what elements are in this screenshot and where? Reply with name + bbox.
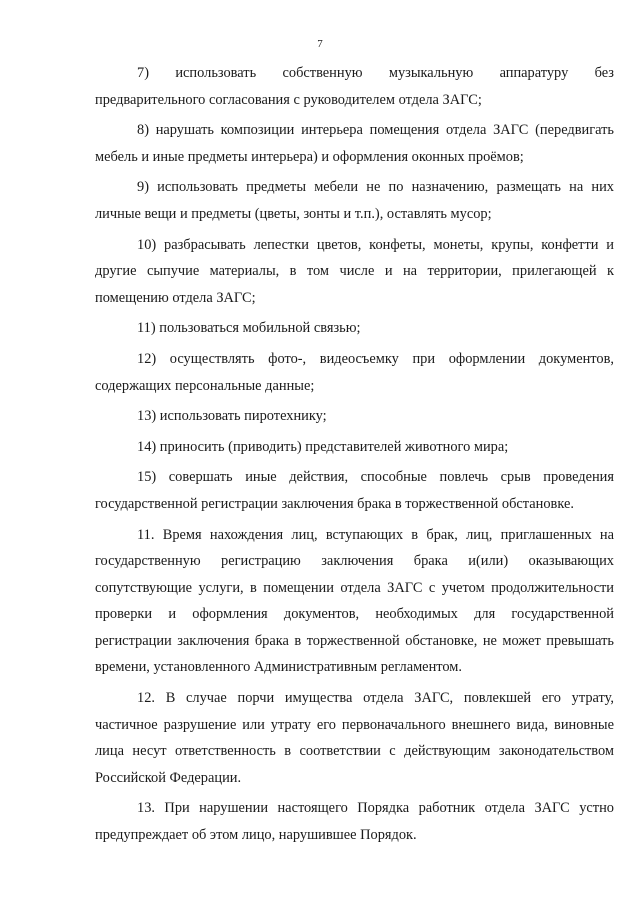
list-item-9: 9) использовать предметы мебели не по назначению, размещать на них личные вещи и предметы (цветы, зонты и т.п.), оставлять мусор; <box>95 179 614 222</box>
list-item-7: 7) использовать собственную музыкальную аппаратуру без предварительного согласования с руководителем отдела ЗАГС; <box>95 65 614 108</box>
list-item-10: 10) разбрасывать лепестки цветов, конфеты, монеты, крупы, конфетти и другие сыпучие материалы, в том числе и на территории, прилегающей к помещению отдела ЗАГС; <box>95 236 614 306</box>
list-item-13: 13) использовать пиротехнику; <box>137 408 327 425</box>
document-body <box>95 60 614 853</box>
list-item-15: 15) совершать иные действия, способные повлечь срыв проведения государственной регистрации заключения брака в торжественной обстановке. <box>95 469 614 512</box>
clause-13: 13. При нарушении настоящего Порядка работник отдела ЗАГС устно предупреждает об этом лицо, нарушившее Порядок. <box>95 800 614 844</box>
clause-11: 11. Время нахождения лиц, вступающих в брак, лиц, приглашенных на государственную регистрацию заключения брака и(или) оказывающих сопутствующие услуги, в помещении отдела ЗАГС с учетом продолжительности проверки и оформления документов, необходимых для государственной регистрации заключения брака в торжественной обстановке, не может превышать времени, установленного Административным регламентом. <box>95 526 614 676</box>
list-item-12: 12) осуществлять фото-, видеосъемку при оформлении документов, содержащих персональные данные; <box>95 350 614 394</box>
clause-12: 12. В случае порчи имущества отдела ЗАГС, повлекшей его утрату, частичное разрушение или утрату его первоначального внешнего вида, виновные лица несут ответственность в соответствии с действующим законодательством Российской Федерации. <box>95 690 614 786</box>
list-item-8: 8) нарушать композиции интерьера помещения отдела ЗАГС (передвигать мебель и иные предметы интерьера) и оформления оконных проёмов; <box>95 122 614 165</box>
list-item-11: 11) пользоваться мобильной связью; <box>137 320 361 337</box>
page-number: 7 <box>317 38 323 50</box>
list-item-14: 14) приносить (приводить) представителей животного мира; <box>137 438 509 455</box>
